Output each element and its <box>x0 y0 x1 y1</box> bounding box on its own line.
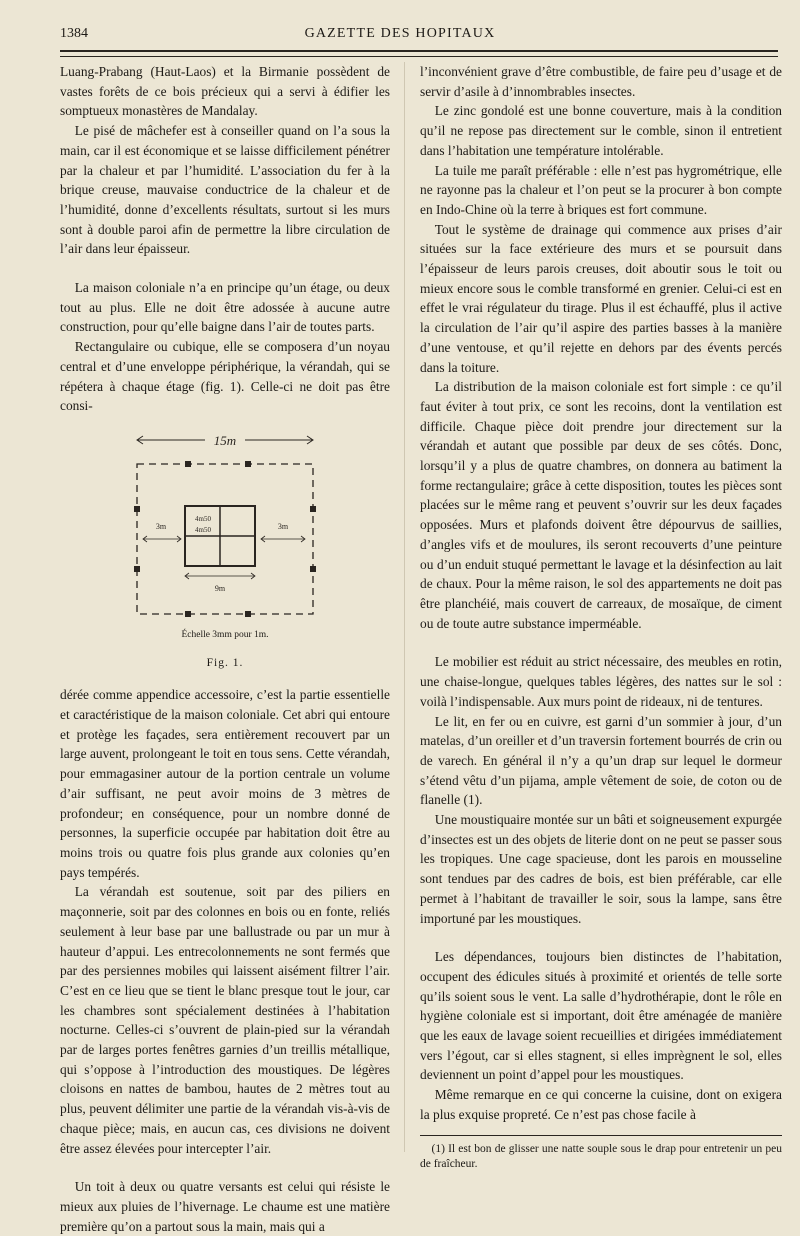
paragraph-gap <box>60 259 390 278</box>
floor-plan-diagram <box>125 424 325 624</box>
pillar <box>245 461 251 467</box>
paragraph: Le pisé de mâchefer est à conseiller quand on l’a sous la main, car il est économique et se laisse difficilement pénétrer par la chaleur et par l’humidité. L’association du fer à la brique creuse, mauvaise conductrice de la chaleur et de l’humidité, donne d’excellents résultats, surtout si les murs sont à double paroi afin de permettre la libre circulation de l’air dans leur épaisseur. <box>60 123 390 257</box>
figure-scale: Échelle 3mm pour 1m. <box>181 629 269 640</box>
paragraph: Une moustiquaire montée sur un bâti et soigneusement expurgée d’insectes est un des objets de literie dont on ne peut se passer sous les tropiques. Une cage spacieuse, dont les parois en mousseline sont tendues par des cadres de bois, est bien préférable, car elle permet à l’habitant de travailler le soir, sous la lampe, sans être importuné par les moustiques. <box>420 812 782 926</box>
room-label: 4m50 <box>195 525 211 534</box>
bottom-width-label: 9m <box>214 583 226 593</box>
left-width-label: 3m <box>155 521 167 531</box>
paragraph: Tout le système de drainage qui commence aux prises d’air situées sur la face extérieure des murs et se poursuit dans l’épaisseur de leurs parois creuses, doit aboutir sous le toit ou mieux encore sous le comble transformé en grenier. Celui-ci est en effet le vrai régulateur du tirage. Plus il est échauffé, plus il active la circulation de l’air qu’il aspire des parties basses à la manière d’une ventouse, et qu’il rejette en dehors par des évents percés dans la toiture. <box>420 221 782 375</box>
pillar <box>185 611 191 617</box>
paragraph: Les dépendances, toujours bien distinctes de l’habitation, occupent des édicules situés à proximité et orientés de telle sorte qu’ils soient sous le vent. La salle d’hydrothérapie, dont le rôle en hygiène coloniale est si important, doit être aménagée de manière que les eaux de lavage soient recueillies et dirigées immédiatement vers l’égout, car si elles stagnent, si elles imprègnent le sol, elles deviennent un point d’appel pour les moustiques. <box>420 949 782 1083</box>
paragraph: La vérandah est soutenue, soit par des piliers en maçonnerie, soit par des colonnes en bois ou en fonte, reliés seulement à leur base par une ballustrade ou par un mur à hauteur d’appui. Les entrecolonnements ne sont fermés que par des persiennes mobiles qui laissent aisément filtrer l’air. C’est en ce lieu que se tient le blanc presque tout le jour, car les chambres sont spécialement destinées à l’habitation nocturne. Celles-ci s’ouvrent de plain-pied sur la vérandah par de larges portes fenêtres garnies d’un treillis métallique, qui s’oppose à l’introduction des moustiques. De légères cloisons en nattes de bambou, hautes de 2 mètres tout au plus, peuvent délimiter une partie de la vérandah vis-à-vis de chaque pièce; mais, en aucun cas, ces divisions ne doivent être assez élevées pour intercepter l’air. <box>60 884 390 1156</box>
left-column <box>60 62 390 1236</box>
paragraph: La tuile me paraît préférable : elle n’est pas hygrométrique, elle ne rayonne pas la chaleur et l’on peut se la procurer à bon compte en Indo-Chine où la terre à briques est fort commune. <box>420 162 782 217</box>
paragraph: La distribution de la maison coloniale est fort simple : ce qu’il faut éviter à tout prix, ce sont les recoins, dont la ventilation est difficile. Chaque pièce doit prendre jour directement sur la vérandah et autant que possible par deux de ses côtés. Donc, lorsqu’il y a plus de quatre chambres, on donnera au batiment la forme rectangulaire; grâce à cette disposition, toutes les pièces sont placées sur le même rang et peuvent s’ouvrir sur les deux façades opposées. Murs et plafonds doivent être dépourvus de saillies, d’angles vifs et de moulures, ils seront recouverts d’une peinture ou d’un enduit stuqué permettant le lavage et la désinfection au lait de chaux. Pour la même raison, le sol des appartements ne doit pas être planchéié, mais couvert de carreaux, de mosaïque, de ciment ou de toute autre substance imperméable. <box>420 379 782 631</box>
pillar <box>134 506 140 512</box>
paragraph-gap <box>60 1158 390 1177</box>
paragraph: Le zinc gondolé est une bonne couverture, mais à la condition qu’il ne repose pas directement sur le comble, sinon il entretient dans l’habitation une température intolérable. <box>420 103 782 158</box>
top-dimension-label: 15m <box>213 432 237 448</box>
header-rule-thin <box>60 56 778 57</box>
pillar <box>310 506 316 512</box>
right-column <box>420 62 782 1172</box>
right-width-label: 3m <box>277 521 289 531</box>
footnote-rule <box>420 1135 782 1136</box>
paragraph: Rectangulaire ou cubique, elle se composera d’un noyau central et d’une enveloppe périphérique, la vérandah, qui se répétera à chaque étage (fig. 1). Celle-ci ne doit pas être consi- <box>60 339 390 414</box>
paragraph: La maison coloniale n’a en principe qu’un étage, ou deux tout au plus. Elle ne doit être adossée à aucune autre construction, pour qu’elle baigne dans l’air de toutes parts. <box>60 280 390 335</box>
page-number: 1384 <box>60 26 88 41</box>
paragraph: l’inconvénient grave d’être combustible, de faire peu d’usage et de servir d’asile à d’innombrables insectes. <box>420 64 782 99</box>
paragraph-gap <box>420 633 782 652</box>
paragraph: dérée comme appendice accessoire, c’est la partie essentielle et caractéristique de la maison coloniale. Cet abri qui entoure et protège les façades, sera entièrement recouvert par un large auvent, prolongeant le toit en tous sens. Cette vérandah, pour emmagasiner autour de la portion centrale un volume d’air suffisant, ne peut avoir moins de 3 mètres de profondeur; en conséquence, pour un nombre donné de personnes, la superficie occupée par habitation doit être au moins trois ou quatre fois plus grande aux colonies qu’en pays tempérés. <box>60 687 390 880</box>
paragraph: Luang-Prabang (Haut-Laos) et la Birmanie possèdent de vastes forêts de ce bois précieux qui a servi à édifier les somptueux monastères de Mandalay. <box>60 64 390 119</box>
paragraph: Un toit à deux ou quatre versants est celui qui résiste le mieux aux pluies de l’hivernage. Le chaume est une matière première qu’on a partout sous la main, mais qui a <box>60 1179 390 1234</box>
pillar <box>185 461 191 467</box>
footnote: (1) Il est bon de glisser une natte souple sous le drap pour entretenir un peu de fraîcheur. <box>420 1142 782 1170</box>
header-rule-thick <box>60 50 778 52</box>
pillar <box>245 611 251 617</box>
paragraph: Le mobilier est réduit au strict nécessaire, des meubles en rotin, une chaise-longue, quelques tables légères, des nattes sur le sol : voilà l’indispensable. Aux murs point de rideaux, ni de tentures. <box>420 654 782 709</box>
column-divider <box>404 62 405 1152</box>
figure-caption: Fig. 1. <box>206 656 244 669</box>
paragraph-gap <box>420 928 782 947</box>
paragraph: Le lit, en fer ou en cuivre, est garni d’un sommier à jour, d’un matelas, d’un oreiller et d’un traversin fortement bourrés de crin ou de varech. En général il n’y a qu’un drap sur lequel le dormeur s’étend vêtu d’un pijama, ample vêtement de soie, de coton ou de flanelle (1). <box>420 713 782 808</box>
pillar <box>134 566 140 572</box>
pillar <box>310 566 316 572</box>
paragraph: Même remarque en ce qui concerne la cuisine, dont on exigera la plus exquise propreté. Ce n’est pas chose facile à <box>420 1087 782 1122</box>
floor-plan-figure <box>125 424 325 646</box>
running-title: GAZETTE DES HOPITAUX <box>304 26 496 41</box>
room-label: 4m50 <box>195 514 211 523</box>
